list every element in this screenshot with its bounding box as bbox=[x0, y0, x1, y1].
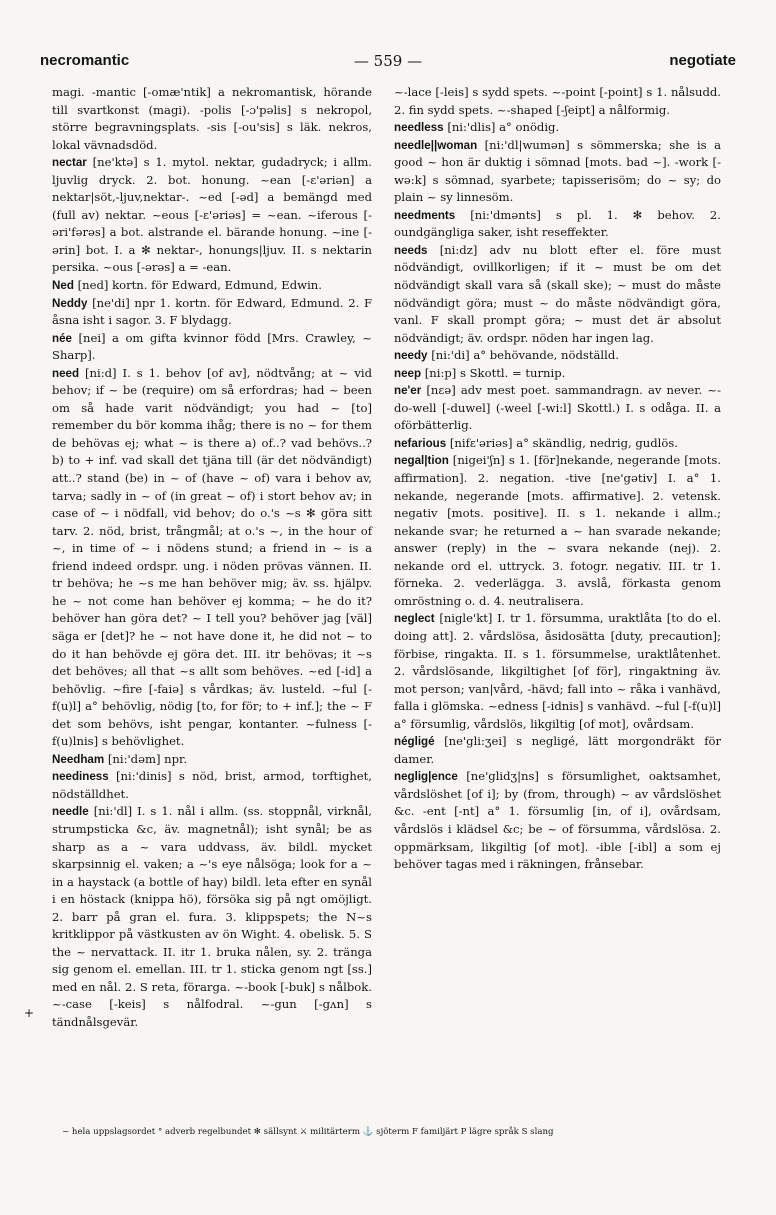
entry-text: [ned] kortn. för Edward, Edmund, Edwin. bbox=[77, 278, 322, 293]
entry bbox=[394, 610, 721, 733]
entry bbox=[52, 330, 372, 365]
entry-headword: neglect bbox=[394, 612, 435, 626]
entry bbox=[52, 751, 372, 769]
entry bbox=[394, 435, 721, 453]
entry bbox=[394, 242, 721, 347]
entry bbox=[394, 733, 721, 768]
entry-headword: needs bbox=[394, 243, 428, 257]
entry bbox=[52, 277, 372, 295]
entry-headword: neep bbox=[394, 366, 422, 380]
entry bbox=[394, 207, 721, 242]
page-header bbox=[40, 52, 736, 74]
entry-text: [ni:'dəm] npr. bbox=[107, 751, 188, 766]
entry-headword: Ned bbox=[52, 279, 74, 293]
entry-text: [ni:d] I. s 1. behov [of av], nödtvång; at ~ vid behov; if ~ be (require) om så erfordras; had ~ been om så hade varit nödvändigt; you had ~ [to] remember du bör komma ihåg; there is no ~ for them de behövas ej; what ~ is there a) of..? vad behövs..? b) to + inf. vad skall det tjäna till (är det nödvändigt) att..? stand (be) in ~ of (have ~ of) vara i behov av, tarva; sadly in ~ of (in great ~ of) i stort behov av; in case of ~ i nödfall, vid behov; do o.'s ~s ✻ göra sitt tarv. 2. nöd, brist, trångmål; at o.'s ~, in the hour of ~, in time of ~ i nödens stund; a friend in ~ is a friend indeed ordspr. ung. i nöden prövas vännen. II. tr behöva; he ~s me han behöver mig; äv. ss. hjälpv. he ~ not come han behöver ej komma; ~ he do it? behöver han göra det? ~ I tell you? behöver jag [väl] säga er [det]? he ~ not have done it, he did not ~ to do it han behövde ej göra det. III. itr behövas; it ~s det behöves; all that ~s allt som behöves. ~ed [-id] a behövlig. ~fire [-faiə] s vårdkas; äv. lusteld. ~ful [-f(u)l] a° behövlig, nödig [to, for för; to + inf.]; the ~ F det som behövs, isht pengar, kontanter. ~fulness [-f(u)lnis] s behövlighet. bbox=[52, 365, 373, 749]
entry-headword: ne'er bbox=[394, 384, 422, 398]
entry-headword: needless bbox=[394, 121, 444, 135]
entry bbox=[52, 768, 372, 803]
entry-headword: née bbox=[52, 331, 72, 345]
guide-word-left: necromantic bbox=[40, 52, 130, 69]
entry-text: [nei] a om gifta kvinnor född [Mrs. Crawley, ~ Sharp]. bbox=[52, 330, 373, 363]
entry-headword: negal|tion bbox=[394, 454, 449, 468]
entry-text: [ne'ktə] s 1. mytol. nektar, gudadryck; i allm. ljuvlig dryck. 2. bot. honung. ~ean [-ɛ'əriən] a nektar|söt,-ljuv,nektar-. ~ed [-əd] a bemängd med (full av) nektar. ~eous [-ɛ'əriəs] = ~ean. ~iferous [-əri'fərəs] a bot. alstrande el. bärande honung. ~ine [-ərin] bot. I. a ✻ nektar-, honungs|ljuv. II. s nektarin persika. ~ous [-ərəs] a = -ean. bbox=[52, 155, 372, 275]
entry-headword: nectar bbox=[52, 156, 87, 170]
entry-text: [nigei'ʃn] s 1. [för]nekande, negerande [mots. affirmation]. 2. negation. -tive [ne'gətiv] I. a° 1. nekande, negerande [mots. affirmative]. 2. vetensk. negativ [mots. positive]. II. s 1. nekande i allm.; nekande svar; he returned a ~ han svarade nekande; answer (reply) in the ~ svara nekande (nej). 2. nekande ord el. uttryck. 3. fotogr. negativ. III. tr 1. förneka. 2. vederlägga. 3. avslå, förkasta genom omröstning o. d. 4. neutralisera. bbox=[394, 453, 722, 608]
entry-headword: needy bbox=[394, 349, 428, 363]
abbreviation-footer: ~ hela uppslagsordet ° adverb regelbundet ✻ sällsynt ⚔ militärterm ⚓ sjöterm F familjärt P lägre språk S slang bbox=[62, 1127, 554, 1137]
entry-text: ~-lace [-leis] s sydd spets. ~-point [-point] s 1. nålsudd. 2. fin sydd spets. ~-shaped [-ʃeipt] a nålformig. bbox=[394, 85, 721, 117]
entry bbox=[394, 452, 721, 610]
entry bbox=[394, 365, 721, 383]
entry-text: [ne'glidʒ|ns] s försumlighet, oaktsamhet, vårdslöshet [of i]; by (from, through) ~ av vårdslöshet &c. -ent [-nt] a° 1. försumlig [in, of i], ovårdsam, vårdslös i klädsel &c; be ~ of försumma, vårdslösa. 2. oppmärksam, likgiltig [of mot]. -ible [-ibl] a som ej behöver tagas med i räkningen, frånsebar. bbox=[394, 769, 722, 872]
entry-text: [ne'gli:ʒei] s negligé, lätt morgondräkt för damer. bbox=[394, 734, 722, 766]
entry-headword: nefarious bbox=[394, 436, 447, 450]
entry-text: [ni:'dinis] s nöd, brist, armod, torftighet, nödställdhet. bbox=[52, 769, 372, 801]
entry bbox=[394, 768, 721, 873]
entry-headword: neglig|ence bbox=[394, 770, 458, 784]
entry-headword: Neddy bbox=[52, 296, 88, 310]
entry bbox=[394, 84, 721, 119]
entry bbox=[394, 382, 721, 435]
entry bbox=[52, 84, 372, 154]
entry-headword: needle bbox=[52, 805, 89, 819]
margin-correction-mark: + bbox=[24, 1006, 35, 1020]
guide-word-right: negotiate bbox=[669, 52, 736, 69]
entry-text: [ni:p] s Skottl. = turnip. bbox=[424, 365, 566, 380]
entry bbox=[52, 154, 372, 277]
entry-headword: négligé bbox=[394, 735, 435, 749]
entry-headword: neediness bbox=[52, 770, 109, 784]
right-column bbox=[394, 84, 721, 874]
entry-text: [ni:'dlis] a° onödig. bbox=[447, 120, 560, 135]
entry-text: [ni:'di] a° behövande, nödställd. bbox=[431, 348, 619, 363]
entry-headword: needments bbox=[394, 208, 456, 222]
entry-text: [ni:dz] adv nu blott efter el. före must nödvändigt, ovillkorligen; if it ~ must be om det nödvändigt skall vara så (skall ske); ~ must do måste nödvändigt göra; must ~ do måste nödvändigt göra, vanl. F skall prompt göra; ~ must det är absolut nödvändigt; äv. ordspr. nöden har ingen lag. bbox=[394, 242, 721, 345]
entry-text: [ni:'dl|wumən] s sömmerska; she is a good ~ hon är duktig i sömnad [mots. bad ~]. -work [-wə:k] s sömnad, syarbete; tapisserisöm; do ~ sy; do plain ~ sy linnesöm. bbox=[394, 137, 721, 205]
entry bbox=[394, 137, 721, 207]
entry bbox=[52, 365, 372, 751]
entry-headword: needle||woman bbox=[394, 138, 478, 152]
entry-headword: Needham bbox=[52, 752, 105, 766]
entry-text: [nifɛ'əriəs] a° skändlig, nedrig, gudlös. bbox=[449, 435, 678, 450]
entry-text: magi. -mantic [-omæ'ntik] a nekromantisk, hörande till svartkonst (magi). -polis [-ɔ'pəlis] s nekropol, större begravningsplats. -sis [-ou'sis] s läk. nekros, lokal vävnadsdöd. bbox=[52, 85, 372, 152]
left-column bbox=[52, 84, 372, 1032]
entry-text: [nɛə] adv mest poet. sammandragn. av never. ~-do-well [-duwel] (-weel [-wi:l] Skottl.) I. s odåga. II. a oförbätterlig. bbox=[394, 383, 721, 433]
entry-text: [ne'di] npr 1. kortn. för Edward, Edmund. 2. F åsna isht i sagor. 3. F blydagg. bbox=[52, 295, 373, 328]
entry-text: [nigle'kt] I. tr 1. försumma, uraktlåta [to do el. doing att]. 2. vårdslösa, åsidosätta [duty, precaution]; förbise, ringakta. II. s 1. försummelse, uraktlåtenhet. 2. vårdslösande, likgiltighet [of för], ringaktning äv. mot person; van|vård, -hävd; fall into ~ råka i vanhävd, falla i glömska. ~edness [-idnis] s vanhävd. ~ful [-f(u)l] a° försumlig, vårdslös, likgiltig [of mot], ovårdsam. bbox=[394, 611, 722, 731]
entry-text: [ni:'dmənts] s pl. 1. ✻ behov. 2. oundgängliga saker, isht reseffekter. bbox=[394, 207, 721, 240]
entry-headword: need bbox=[52, 366, 80, 380]
entry bbox=[52, 803, 372, 1031]
entry bbox=[394, 347, 721, 365]
entry bbox=[52, 295, 372, 330]
page-number: — 559 — bbox=[353, 52, 423, 70]
entry-text: [ni:'dl] I. s 1. nål i allm. (ss. stoppnål, virknål, strumpsticka &c, äv. magnetnål); isht synål; be as sharp as a ~ vara uddvass, äv. bildl. mycket skarpsinnig el. vaken; a ~'s eye nålsöga; look for a ~ in a haystack (a bottle of hay) bildl. leta efter en synål i en höstack (knippa hö), försöka sig på ngt omöjligt. 2. barr på gran el. fura. 3. klippspets; the N~s kritklippor på västkusten av ön Wight. 4. obelisk. 5. S the ~ nervattack. II. itr 1. bruka nålen, sy. 2. tränga sig genom el. emellan. III. tr 1. sticka genom ngt [ss.] med en nål. 2. S reta, förarga. ~-book [-buk] s nålbok. ~-case [-keis] s nålfodral. ~-gun [-gʌn] s tändnålsgevär. bbox=[52, 804, 372, 1029]
entry bbox=[394, 119, 721, 137]
